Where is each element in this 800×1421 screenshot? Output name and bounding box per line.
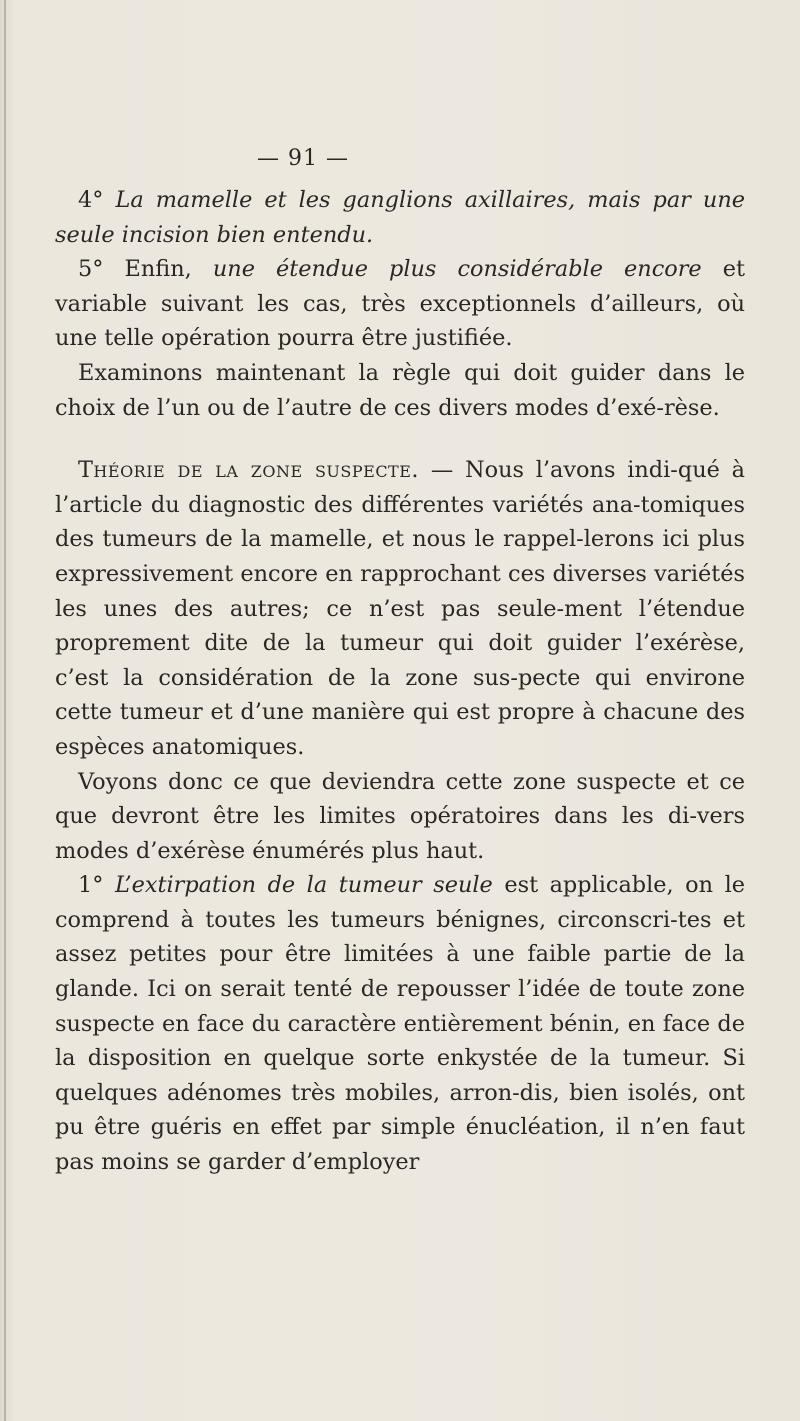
section-gap — [55, 425, 745, 453]
item-5-number: 5° — [78, 256, 104, 283]
page-edge-line — [4, 0, 6, 1421]
item-1-rest: est applicable, on le comprend à toutes les tumeurs bénignes, circonscri-tes et assez petites pour être limitées à une faible partie de la glande. Ici on serait tenté de repousser l’idée de toute zone suspecte en face du caractère entièrement bénin, en face de la disposition en quelque sorte enkystée de la tumeur. Si quelques adénomes très mobiles, arron-dis, bien isolés, ont pu être guéris en effet par simple énucléation, il n’en faut pas moins se garder d’employer — [55, 872, 745, 1176]
item-1-paragraph — [55, 868, 745, 1179]
theorie-text: — Nous l’avons indi-qué à l’article du diagnostic des différentes variétés ana-tomiques des tumeurs de la mamelle, et nous le rappel-lerons ici plus expressivement encore en rapprochant ces diverses variétés les unes des autres; ce n’est pas seule-ment l’étendue proprement dite de la tumeur qui doit guider l’exérèse, c’est la considération de la zone sus-pecte qui environe cette tumeur et d’une manière qui est propre à chacune des espèces anatomiques. — [55, 457, 745, 760]
item-5-rest: et variable suivant les cas, très exceptionnels d’ailleurs, où une telle opération pourra être justifiée. — [55, 256, 746, 352]
item-5-lead: Enfin, — [124, 256, 192, 283]
examinons-paragraph: Examinons maintenant la règle qui doit guider dans le choix de l’un ou de l’autre de ces divers modes d’exé-rèse. — [55, 359, 745, 421]
voyons-paragraph: Voyons donc ce que deviendra cette zone suspecte et ce que devront être les limites opératoires dans les di-vers modes d’exérèse énumérés plus haut. — [55, 768, 745, 864]
item-5-paragraph — [55, 252, 745, 356]
item-4-number: 4° — [78, 187, 104, 213]
theorie-paragraph — [55, 453, 745, 764]
scanned-page: — 91 — 4° La mamelle et les ganglions axillaires, mais par une seule incision bien entendu. 5° Enfin, une étendue plus considérable encore et variable suivant les cas, très exceptionnels d’ailleurs, où une telle opération pourra être justifiée. Examinons maintenant la règle qui doit guider dans le choix de l’un ou de l’autre de ces divers modes d’exé-rèse. Théorie de la zone suspecte. — Nous l’avons indi-qué à l’article du diagnostic des différentes variétés ana-tomiques des tumeurs de la mamelle, et nous le rappel-lerons ici plus expressivement encore en rapprochant ces diverses variétés les unes des autres; ce n’est pas seule-ment l’étendue proprement dite de la tumeur qui doit guider l’exérèse, c’est la considération de la zone sus-pecte qui environe cette tumeur et d’une manière qui est propre à chacune des espèces anatomiques. Voyons donc ce que deviendra cette zone suspecte et ce que devront être les limites opératoires dans les di-vers modes d’exérèse énumérés plus haut. 1° L’extirpation de la tumeur seule est applicable, on le comprend à toutes les tumeurs bénignes, circonscri-tes et assez petites pour être limitées à une faible partie de la glande. Ici on serait tenté de repousser l’idée de toute zone suspecte en face du caractère entièrement bénin, en face de la disposition en quelque sorte enkystée de la tumeur. Si quelques adénomes très mobiles, arron-dis, bien isolés, ont pu être guéris en effet par simple énucléation, il n’en faut pas moins se garder d’employer — [0, 0, 800, 1421]
item-5-italic-text: une étendue plus considérable encore — [212, 256, 702, 283]
theorie-heading: Théorie de la zone suspecte. — [78, 457, 420, 484]
item-1-number: 1° — [78, 872, 104, 899]
item-4-paragraph — [55, 183, 745, 252]
body-text — [55, 183, 745, 1180]
item-1-italic-text: L’extirpation de la tumeur seule — [114, 872, 493, 899]
item-4-italic-text: La mamelle et les ganglions axillaires, mais par une seule incision bien entendu. — [55, 187, 745, 248]
